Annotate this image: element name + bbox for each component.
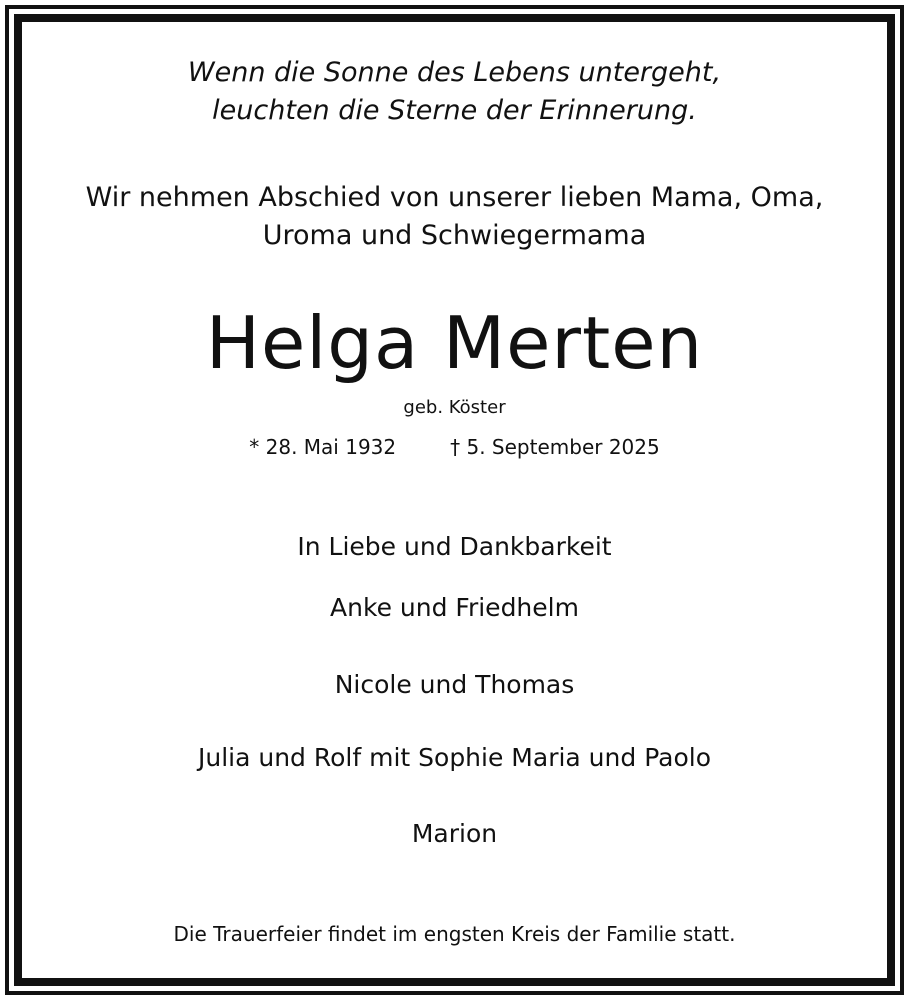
motto-line-1: Wenn die Sonne des Lebens untergeht, bbox=[187, 57, 722, 88]
mourners-heading: In Liebe und Dankbarkeit bbox=[297, 532, 612, 561]
life-dates bbox=[0, 434, 909, 460]
closing-note: Die Trauerfeier findet im engsten Kreis der Familie statt. bbox=[173, 922, 736, 946]
mourner-family-4: Marion bbox=[411, 819, 498, 848]
mourner-family-1: Anke und Friedhelm bbox=[330, 593, 579, 622]
motto-line-2: leuchten die Sterne der Erinnerung. bbox=[212, 95, 697, 126]
birth-date: * 28. Mai 1932 bbox=[249, 435, 397, 459]
birth-name: geb. Köster bbox=[403, 397, 506, 418]
intro-line-1: Wir nehmen Abschied von unserer lieben Mama, Oma, bbox=[85, 182, 824, 213]
mourner-family-3: Julia und Rolf mit Sophie Maria und Paolo bbox=[197, 743, 711, 772]
death-date: † 5. September 2025 bbox=[450, 435, 660, 459]
deceased-name: Helga Merten bbox=[205, 301, 704, 385]
mourner-family-2: Nicole und Thomas bbox=[334, 670, 575, 699]
intro-line-2: Uroma und Schwiegermama bbox=[262, 220, 647, 251]
